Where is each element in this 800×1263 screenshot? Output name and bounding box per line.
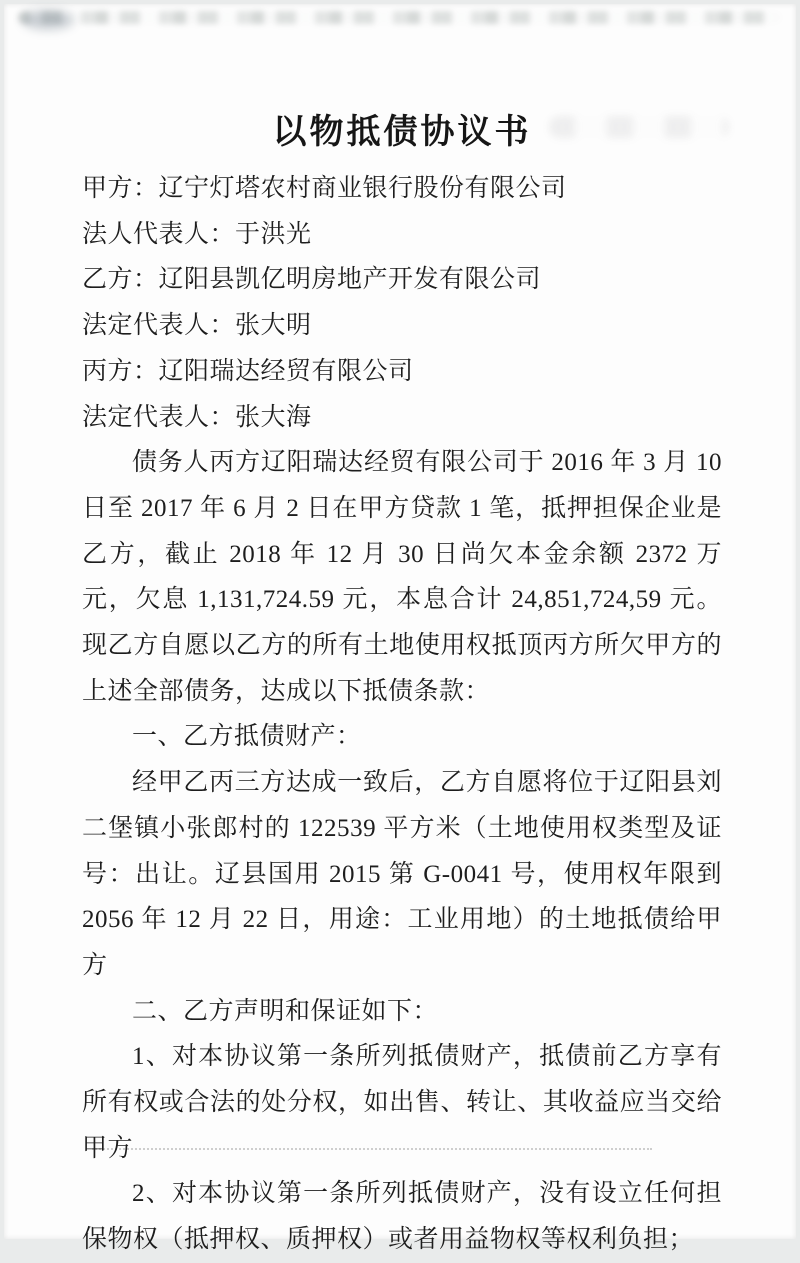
paragraph: 甲方：辽宁灯塔农村商业银行股份有限公司: [82, 175, 567, 202]
paragraph: 1、对本协议第一条所列抵债财产，抵债前乙方享有所有权或合法的处分权，如出售、转让、其收益应当交给甲方: [82, 1043, 722, 1162]
paragraph: 丙方：辽阳瑞达经贸有限公司: [82, 357, 414, 385]
scan-smudge-corner: [22, 10, 74, 30]
paragraph: 经甲乙丙三方达成一致后，乙方自愿将位于辽阳县刘二堡镇小张郎村的 122539 平方米（土地使用权类型及证号：出让。辽县国用 2015 第 G-0041 号，使用权年限到 2056 年 12 月 22 日，用途：工业用地）的土地抵债给甲方: [82, 769, 722, 979]
document-title: 以物抵债协议书: [272, 114, 532, 151]
document-content: [82, 4, 722, 1263]
paragraph: 乙方：辽阳县凯亿明房地产开发有限公司: [82, 266, 542, 294]
paragraph: 二、乙方声明和保证如下：: [132, 997, 439, 1025]
paragraph: 债务人丙方辽阳瑞达经贸有限公司于 2016 年 3 月 10 日至 2017 年 6 月 2 日在甲方贷款 1 笔，抵押担保企业是乙方，截止 2018 年 12 月 30 日尚欠本金余额 2372 万元，欠息 1,131,724.59 元，本息合计 24,851,724,59 元。现乙方自愿以乙方的所有土地使用权抵顶丙方所欠甲方的上述全部债务，达成以下抵债条款：: [82, 449, 722, 705]
paragraph: 法人代表人：于洪光: [82, 220, 312, 248]
paragraph: 一、乙方抵债财产：: [132, 723, 362, 751]
paragraph: 法定代表人：张大海: [82, 403, 312, 431]
paragraph: 2、对本协议第一条所列抵债财产，没有设立任何担保物权（抵押权、质押权）或者用益物权等权利负担；: [82, 1180, 722, 1254]
paragraph: 法定代表人：张大明: [82, 312, 312, 340]
paper-sheet: [4, 4, 796, 1254]
document-body: [82, 166, 722, 1263]
